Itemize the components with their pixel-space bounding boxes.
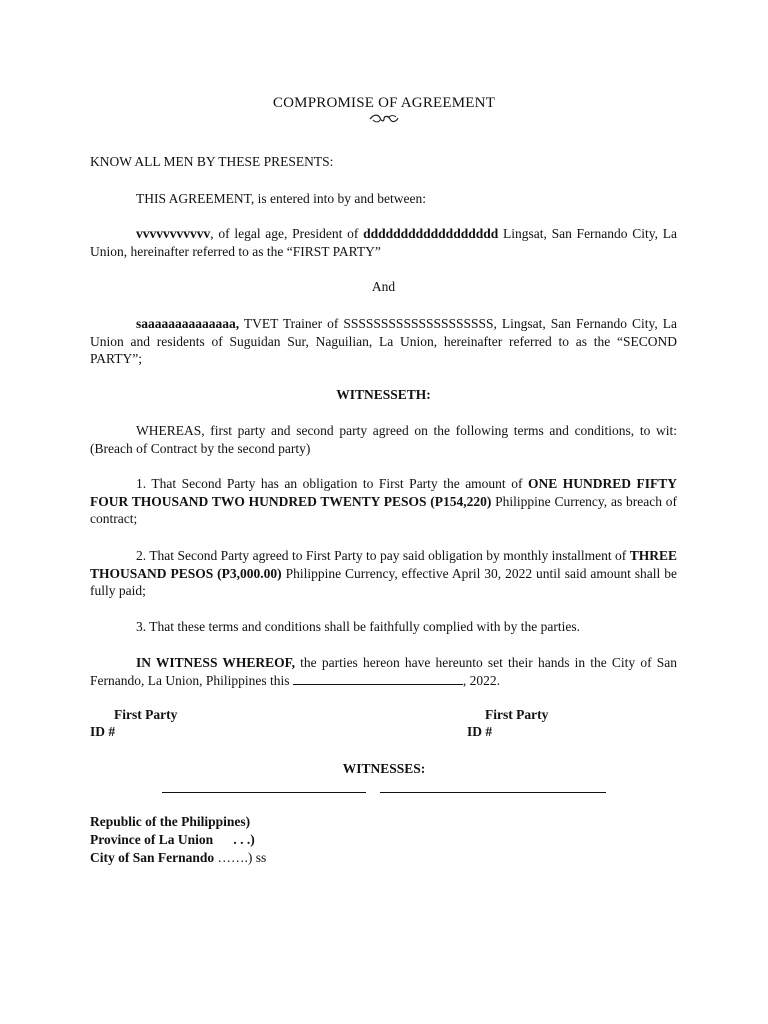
term-2-amount: THREE THOUSAND PESOS (P3,000.00)	[90, 548, 677, 581]
second-party-paragraph	[90, 315, 677, 368]
witness-signature-line-left	[162, 792, 366, 793]
document-title: COMPROMISE OF AGREEMENT	[272, 95, 496, 111]
signature-left-label: First Party	[114, 707, 178, 722]
term-2-pre: 2. That Second Party agreed to First Party to pay said obligation by monthly installment of	[136, 548, 630, 563]
first-party-name: vvvvvvvvvvv	[136, 226, 211, 241]
witness-signature-line-right	[380, 792, 606, 793]
term-1-amount: ONE HUNDRED FIFTY FOUR THOUSAND TWO HUNDRED TWENTY PESOS (P154,220)	[90, 476, 677, 509]
in-witness-text: the parties hereon have hereunto set their hands in the City of San Fernando, La Union, Philippines this	[90, 655, 677, 688]
notary-line-3-rest: …….) ss	[214, 850, 267, 865]
first-party-company: dddddddddddddddddd	[363, 226, 499, 241]
notary-line-2	[90, 831, 266, 849]
witnesses-heading: WITNESSES:	[342, 761, 426, 776]
term-3: 3. That these terms and conditions shall be faithfully complied with by the parties.	[136, 619, 581, 634]
in-witness-paragraph	[90, 654, 677, 689]
first-party-text2: Lingsat, San Fernando City, La Union, hereinafter referred to as the “FIRST PARTY”	[90, 226, 677, 259]
scroll-flourish-icon	[368, 113, 400, 125]
notary-line-1: Republic of the Philippines)	[90, 814, 251, 829]
intro-line: KNOW ALL MEN BY THESE PRESENTS:	[90, 154, 334, 169]
notary-line-2-rest: . . .)	[213, 832, 255, 847]
in-witness-year: , 2022.	[462, 672, 500, 688]
term-1	[90, 475, 677, 528]
date-blank-line	[293, 673, 463, 685]
notary-line-3-city: City of San Fernando	[90, 850, 215, 865]
term-1-pre: 1. That Second Party has an obligation to First Party the amount of	[136, 476, 528, 491]
term-2	[90, 547, 677, 600]
and-word: And	[371, 279, 396, 294]
first-party-paragraph	[90, 225, 677, 260]
signature-left-id: ID #	[90, 724, 116, 739]
first-party-text1: , of legal age, President of	[210, 226, 364, 241]
whereas-paragraph: WHEREAS, first party and second party agreed on the following terms and conditions, to wit: (Breach of Contract by the second party)	[90, 423, 677, 456]
term-2-post: Philippine Currency, effective April 30, 2022 until said amount shall be fully paid;	[90, 565, 677, 598]
notary-line-3	[90, 849, 266, 867]
agreement-line: THIS AGREEMENT, is entered into by and between:	[136, 191, 426, 206]
term-1-post: Philippine Currency, as breach of contract;	[90, 493, 677, 526]
signature-right-label: First Party	[485, 707, 549, 722]
in-witness-heading: IN WITNESS WHEREOF,	[136, 655, 296, 670]
signature-right-id: ID #	[467, 724, 493, 739]
witnesseth-text: WITNESSETH:	[336, 387, 431, 402]
second-party-text: TVET Trainer of SSSSSSSSSSSSSSSSSSSS, Lingsat, San Fernando City, La Union and residents of Suguidan Sur, Naguilian, La Union, hereinafter referred to as the “SECOND PARTY”;	[90, 316, 677, 366]
notarial-venue	[90, 813, 266, 867]
witnesseth-heading	[90, 386, 677, 404]
second-party-name: saaaaaaaaaaaaaa,	[136, 316, 240, 331]
notary-line-2-province: Province of La Union	[90, 832, 214, 847]
